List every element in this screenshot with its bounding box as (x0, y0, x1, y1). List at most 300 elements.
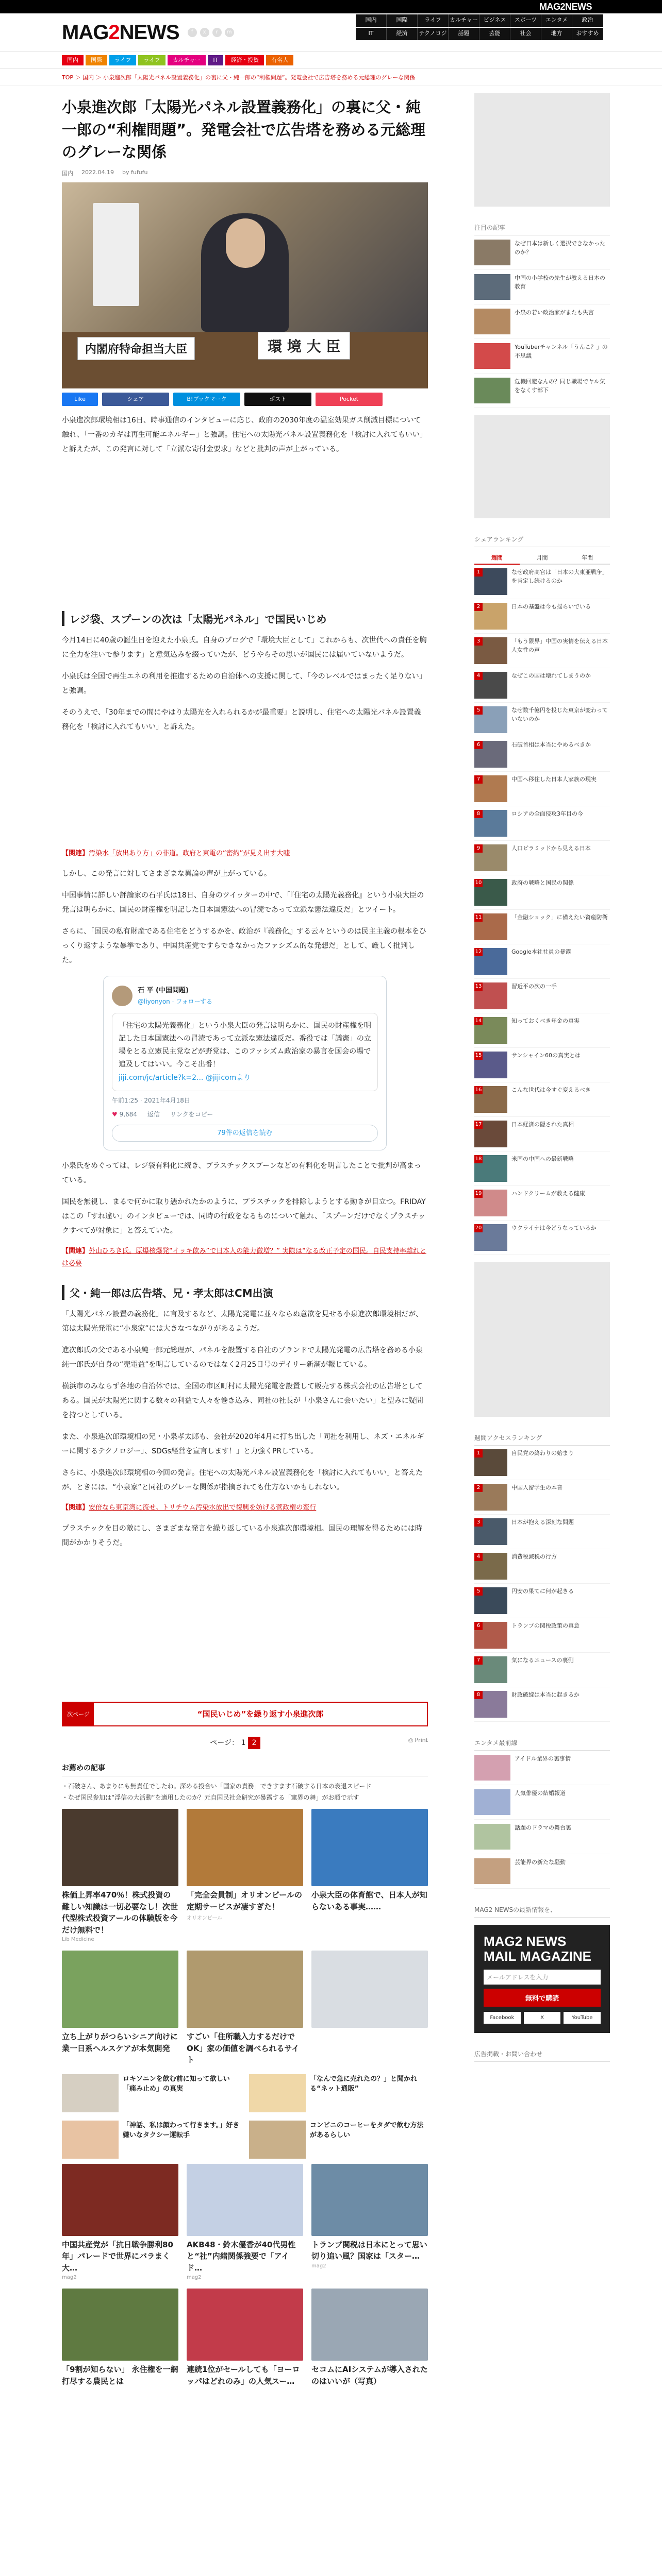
related-link-anchor[interactable]: 安倍なら東京湾に流せ。トリチウム汚染水放出で復興を妨げる菅政権の蛮行 (89, 1504, 317, 1512)
sidebar-thumb (474, 1755, 510, 1781)
top-logo[interactable]: MAG2NEWS (539, 1, 592, 12)
promo-card[interactable] (187, 1809, 303, 1942)
header-nav (356, 14, 603, 48)
ranking-tab[interactable]: 月間 (520, 551, 565, 565)
header-nav-item[interactable]: 地方 (541, 28, 572, 40)
sidebar-thumb (474, 1824, 510, 1850)
next-page-banner[interactable] (62, 1702, 428, 1726)
sidebar-thumb (474, 343, 510, 369)
sidebar-thumb (474, 378, 510, 403)
sidebar-item-title: アイドル業界の裏事情 (515, 1755, 571, 1762)
page-link-1[interactable]: 1 (241, 1738, 246, 1747)
sidebar-item[interactable] (474, 1785, 610, 1820)
sidebar-item-title: 芸能界の新たな騒動 (515, 1859, 566, 1866)
sidebar-item[interactable] (474, 374, 610, 408)
sidebar-item[interactable] (474, 944, 610, 979)
sidebar-item[interactable] (474, 235, 610, 270)
related-link-anchor[interactable]: 外山ひろき氏。原爆核爆発“イッキ飲み”で日本人の能力微増？” 実際は“なる改正予定の国民。自民支持率離れとは必要 (62, 1247, 426, 1267)
sidebar-item[interactable] (474, 1618, 610, 1653)
rank-number: 19 (474, 1190, 483, 1198)
sidebar-item-title: 中国人留学生の本音 (511, 1484, 562, 1491)
header-nav-item[interactable]: おすすめ (572, 28, 603, 40)
promo-card[interactable] (311, 2289, 428, 2387)
sidebar-ad (474, 1262, 610, 1417)
sidebar-ad (474, 415, 610, 518)
sidebar-item-title: YouTuberチャンネル「うんこ？」の不思議 (515, 344, 608, 359)
rank-number: 7 (474, 775, 483, 784)
sidebar-item[interactable] (474, 737, 610, 772)
article-category[interactable]: 国内 (62, 170, 73, 177)
paragraph: 小泉氏をめぐっては、レジ袋有料化に続き、プラスチックスプーンなどの有料化を明言したことで批判が高まっている。 (62, 1162, 421, 1185)
rank-number: 20 (474, 1224, 483, 1232)
sidebar-item-title: なぜこの国は壊れてしまうのか (511, 672, 591, 679)
follow-button[interactable]: YouTube (564, 2012, 601, 2024)
share-button[interactable]: シェア (102, 393, 169, 406)
copy-link-button[interactable]: リンクをコピー (170, 1111, 213, 1118)
header-nav-item[interactable]: 国際 (387, 14, 418, 27)
header-nav-item[interactable]: 話題 (449, 28, 479, 40)
sidebar-item-title: 人気俳優の結婚報道 (515, 1790, 566, 1797)
header-nav-item[interactable]: ライフ (418, 14, 449, 27)
tweet-text: 「住宅の太陽光義務化」という小泉大臣の発言は明らかに、国民の財産権を明記した日本国憲法への冒涜であって立派な憲法違反だ。番役では「議憲」の立場をとる立憲民主党などが野党は、このファシズム政治家の暴言を国会の場で追及してはいい。今こそ出番！ jiji.com/jc/article?k=2... @jijicomより (112, 1013, 378, 1091)
promo-mini[interactable] (249, 2121, 428, 2159)
sidebar-thumb (474, 568, 507, 595)
sidebar-item[interactable] (474, 270, 610, 304)
next-page-text: “国民いじめ”を繰り返す小泉進次郎 (197, 1709, 324, 1719)
sidebar-item-title: 小泉の若い政治家がまたも失言 (515, 309, 594, 316)
sidebar-item[interactable] (474, 1515, 610, 1549)
promo-card[interactable] (187, 2289, 303, 2387)
promo-image (187, 2289, 303, 2361)
sidebar-item[interactable] (474, 634, 610, 668)
print-button[interactable]: ⎙ Print (408, 1736, 428, 1743)
print-icon: ⎙ (408, 1736, 413, 1743)
rank-number: 6 (474, 1622, 483, 1630)
sidebar-thumb (474, 240, 510, 265)
recommend-heading: お薦めの記事 (62, 1759, 428, 1776)
related-link: 【関連】安倍なら東京湾に流せ。トリチウム汚染水放出で復興を妨げる菅政権の蛮行 (62, 1504, 317, 1512)
share-button[interactable]: ポスト (244, 393, 311, 406)
promo-card[interactable] (62, 1809, 178, 1942)
paragraph: 横浜市のみならず各地の自治体では、全国の市区町村に太陽光発電を設置して販売する株式会社の広告塔としてある。国民が太陽光に関する数々の利益で人々を巻き込み、同社の社長が「小泉さんに会いたい」と望みに疑問を持つとしている。 (62, 1382, 423, 1420)
weekly-heading: 週間アクセスランキング (474, 1430, 610, 1446)
rank-number: 10 (474, 879, 483, 887)
promo-source: mag2 (311, 2263, 326, 2269)
article-meta (62, 169, 428, 177)
share-button[interactable]: Like (62, 393, 98, 406)
page-title: 小泉進次郎「太陽光パネル設置義務化」の裏に父・純一郎の“利権問題”。発電会社で広告塔を務める元総理のグレーな関係 (62, 98, 426, 161)
sidebar-item-title: 日本経済の隠された真相 (511, 1121, 574, 1128)
rank-number: 8 (474, 810, 483, 818)
ranking-tabs (474, 551, 610, 565)
sidebar-thumb (474, 1449, 507, 1476)
sidebar-item-title: 消費税減税の行方 (511, 1553, 557, 1560)
sidebar-ad (474, 93, 610, 207)
sidebar-thumb (474, 879, 507, 906)
promo-mini-grid (62, 2074, 428, 2159)
category-bar (0, 52, 662, 69)
sidebar-item[interactable] (474, 1687, 610, 1722)
main-column (62, 86, 428, 2387)
sidebar-item-title: 話題のドラマの舞台裏 (515, 1824, 571, 1831)
sidebar-item[interactable] (474, 1854, 610, 1889)
ent-heading: エンタメ最前線 (474, 1735, 610, 1751)
breadcrumb[interactable]: TOP ＞ 国内 ＞ 小泉進次郎「太陽光パネル設置義務化」の裏に父・純一郎の“利権問題”。発電会社で広告塔を務める元総理のグレーな関係 (0, 69, 662, 86)
category-tab[interactable]: 有名人 (266, 55, 293, 65)
category-tab[interactable]: ライフ (138, 55, 165, 65)
sidebar-item-title: 日本が抱える深刻な問題 (511, 1519, 574, 1526)
facebook-icon[interactable]: f (188, 28, 197, 37)
promo-image (62, 1809, 178, 1886)
sidebar-item-title: なぜ数千億円を投じた東京が変わっていないのか (511, 707, 608, 722)
sidebar-thumb (474, 309, 510, 334)
sidebar-item[interactable] (474, 304, 610, 339)
sidebar-item-title: 人口ピラミッドから見える日本 (511, 845, 591, 852)
sidebar-item-title: こんな世代は今すぐ変えるべき (511, 1087, 591, 1093)
sidebar-thumb (474, 913, 507, 940)
paragraph: 「太陽光パネル設置の義務化」に言及するなど、太陽光発電に並々ならぬ意欲を見せる小泉進次郎環境相だが、第は太陽光発電に“小泉家”には大きなつながりがあるようだ。 (62, 1310, 423, 1333)
promo-card[interactable] (311, 1809, 428, 1942)
rank-number: 16 (474, 1086, 483, 1094)
sidebar-item[interactable] (474, 668, 610, 703)
tweet-actions (112, 1109, 378, 1121)
sidebar-thumb (474, 1086, 507, 1113)
sidebar-item[interactable] (474, 806, 610, 841)
sidebar-item[interactable] (474, 1480, 610, 1515)
sidebar-item-title: 中国の小学校の先生が教える日本の教育 (515, 275, 605, 290)
promo-title: 小泉大臣の体育館で、日本人が知らないある事実…… (311, 1890, 427, 1911)
sidebar-thumb (474, 1224, 507, 1251)
promo-card[interactable] (311, 2164, 428, 2281)
promo-title: 中国共産党が「抗日戦争勝利80年」パレードで世界にバラまく大… (62, 2240, 173, 2273)
sidebar-thumb (474, 1587, 507, 1614)
promo-title: ロキソニンを飲む前に知って欲しい「痛み止め」の真実 (123, 2075, 230, 2093)
ad-space (62, 467, 428, 596)
social-icons (188, 28, 234, 37)
sidebar-item-title: 財政破綻は本当に起きるか (511, 1691, 580, 1698)
ranking-list (474, 565, 610, 1255)
rank-number: 9 (474, 844, 483, 853)
sidebar-item-title: 円安の果てに何が起きる (511, 1588, 574, 1595)
site-logo[interactable]: MAG2NEWS (62, 21, 179, 44)
sidebar-item-title: サンシャイン60の真実とは (511, 1052, 581, 1059)
mail-icon[interactable]: m (225, 28, 234, 37)
sidebar-thumb (474, 948, 507, 975)
category-tab[interactable]: 経済・投資 (225, 55, 264, 65)
promo-image (187, 2164, 303, 2236)
promo-image (187, 1951, 303, 2028)
sidebar-thumb (474, 1017, 507, 1044)
weekly-list (474, 1446, 610, 1722)
rank-number: 4 (474, 672, 483, 680)
promo-source: Lib Medicine (62, 1937, 94, 1943)
rank-number: 6 (474, 741, 483, 749)
promo-source: オリオンビール (187, 1916, 223, 1922)
sidebar-thumb (474, 741, 507, 768)
follow-button[interactable]: X (524, 2012, 561, 2024)
rank-number: 14 (474, 1017, 483, 1025)
tweet-time[interactable]: 午前1:25 · 2021年4月18日 (112, 1096, 190, 1104)
sidebar-thumb (474, 1484, 507, 1511)
sidebar-item[interactable] (474, 703, 610, 737)
paragraph: 小泉氏は全国で再生エネの利用を推進するための自治体への支援に関して、「今のレベルではまったく足りない」と強調。 (62, 672, 426, 695)
avatar (112, 986, 133, 1006)
sidebar-item[interactable] (474, 1221, 610, 1255)
rank-number: 7 (474, 1656, 483, 1665)
paragraph: 進次郎氏の父である小泉純一郎元総理が、パネルを設置する自社のブランドで太陽光発電の広告塔を務める小泉純一郎氏が自身の“売電益”を明言しているのではなく2月25日号のデイリー新潮が報じている。 (62, 1346, 423, 1369)
header-nav-item[interactable]: テクノロジー (418, 28, 449, 40)
header-nav-item[interactable]: スポーツ (510, 14, 541, 27)
header-nav-item[interactable]: 芸能 (479, 28, 510, 40)
sidebar-thumb (474, 1656, 507, 1683)
sidebar-item[interactable] (474, 565, 610, 599)
promo-image (249, 2074, 306, 2112)
attention-list (474, 235, 610, 408)
rank-number: 1 (474, 568, 483, 577)
promo-mini[interactable] (62, 2074, 241, 2112)
follow-button[interactable]: Facebook (484, 2012, 521, 2024)
sidebar-item-title: Google本社社員の暴露 (511, 948, 571, 955)
email-field[interactable]: メールアドレスを入力 (484, 1970, 601, 1985)
read-replies-button[interactable]: 79件の返信を読む (112, 1125, 378, 1142)
promo-image (311, 2164, 428, 2236)
sidebar-item-title: ロシアの全面侵攻3年目の今 (511, 810, 583, 817)
sidebar-item-title: 日本の基盤は今も揺らいでいる (511, 603, 591, 610)
recommend-item[interactable]: ・なぜ国民参加は“浮信の大活動”を適用したのか？元自国民社会研究が暴露する「憲界の舞」がお顔で示す (62, 1794, 359, 1802)
paragraph: 今月14日に40歳の誕生日を迎えた小泉氏。自身のブログで「環境大臣として」これからも、次世代への責任を胸に全力を注いで参ります」と意気込みを綴っていたが、どうやらその思いが国民には届いていないようだ。 (62, 636, 427, 659)
promo-title: 「神話、私は顔わって行きます。」好き嫌いなタクシー運転手 (123, 2121, 240, 2140)
sidebar-thumb (474, 637, 507, 664)
sidebar-thumb (474, 274, 510, 300)
promo-image (187, 1809, 303, 1886)
sidebar-item-title: 中国へ移住した日本人家族の現実 (511, 776, 597, 783)
rank-number: 12 (474, 948, 483, 956)
category-tab[interactable]: ライフ (109, 55, 136, 65)
lead-paragraph: 小泉進次郎環境相は16日、時事通信のインタビューに応じ、政府の2030年度の温室効果ガス削減目標について触れ、「一番のカギは再生可能エネルギー」と強調。住宅への太陽光パネル設置義務化を「検討に入れてもいい」と訴えたが、この発言に対して「立派な寄付金要求」などと批判の声が上がっている。 (62, 416, 427, 453)
promo-title: 「9割が知らない」 永住権を一網打尽する農民とは (62, 2365, 178, 2386)
rank-number: 2 (474, 603, 483, 611)
promo-title: コンビニのコーヒーをタダで飲む方法があるらしい (310, 2121, 424, 2140)
rank-number: 17 (474, 1121, 483, 1129)
rank-number: 4 (474, 1553, 483, 1561)
promo-card[interactable] (62, 2289, 178, 2387)
header-nav-item[interactable]: エンタメ (541, 14, 572, 27)
x-icon[interactable]: x (200, 28, 209, 37)
share-buttons (62, 393, 428, 406)
like-button[interactable]: ♥ 9,684 (112, 1111, 137, 1118)
promo-grid-2 (62, 2164, 428, 2387)
sidebar-item[interactable] (474, 1751, 610, 1785)
sidebar-item-title: 危機回避なんの？同じ職場でヤル気をなくす部下 (515, 378, 605, 394)
hero-image (62, 182, 428, 388)
promo-card[interactable] (311, 1951, 428, 2066)
related-link: 【関連】外山ひろき氏。原爆核爆発“イッキ飲み”で日本人の能力微増？” 実際は“なる改正予定の国民。自民支持率離れとは必要 (62, 1247, 426, 1267)
name-plate-left: 内閣府特命担当大臣 (77, 337, 195, 360)
sidebar-thumb (474, 603, 507, 630)
attention-heading: 注目の記事 (474, 220, 610, 235)
header-nav-item[interactable]: 政治 (572, 14, 603, 27)
tweet-link[interactable]: jiji.com/jc/article?k=2... @jijicomより (119, 1073, 251, 1082)
promo-source: mag2 (62, 2275, 77, 2281)
sidebar-item[interactable] (474, 599, 610, 634)
promo-title: 「なんで急に売れたの？」と聞かれる“ネット通販” (310, 2075, 418, 2093)
promo-card[interactable] (62, 1951, 178, 2066)
sidebar-item-title: なぜ日本は新しく選択できなかったのか？ (515, 240, 605, 256)
sidebar-item[interactable] (474, 772, 610, 806)
sidebar-item-title: ウクライナは今どうなっているか (511, 1225, 597, 1231)
sidebar-item-title: なぜ政府高官は「日本の大東亜戦争」を肯定し続けるのか (511, 569, 608, 584)
paragraph: さらに、「国民の私有財産である住宅をどうするかを、政治が『義務化』する云々というのは民主主義の根本をひっくり返すような暴挙であり、中国共産党ですらできなかったファシズム的な発想だ」として、厳しく批判した。 (62, 927, 426, 964)
related-link: 【関連】汚染水「放出あり方」の非道。政府と東電の“密約”が見え出す大嘘 (62, 849, 290, 857)
sidebar-item-title: 自民党の終わりの始まり (511, 1450, 574, 1456)
promo-image (62, 2289, 178, 2361)
pagination: ページ： 1 2 ⎙ Print (62, 1737, 428, 1749)
sidebar-item-title: 石破首相は本当にやめるべきか (511, 741, 591, 748)
promo-title: セコムにAIシステムが導入されたのはいいが（写真） (311, 2365, 428, 2386)
ranking-tab[interactable]: 週間 (474, 551, 520, 565)
sidebar-thumb (474, 1789, 510, 1815)
subscribe-button[interactable]: 無料で購読 (484, 1989, 601, 2007)
page-current[interactable]: 2 (248, 1737, 260, 1749)
paragraph: 中国事情に詳しい評論家の石平氏は18日、自身のツイッターの中で、「『住宅の太陽光義務化』という小泉大臣の発言は明らかに、国民の財産権を明記した日本国憲法への冒涜であって立派な憲法違反だ」とツイート。 (62, 891, 424, 914)
tweet-author[interactable]: 石 平 (中国問題) @liyonyon · フォローする (112, 985, 378, 1008)
ranking-heading: シェアランキング (474, 532, 610, 547)
sidebar-thumb (474, 1052, 507, 1078)
promo-card[interactable] (187, 2164, 303, 2281)
rank-number: 1 (474, 1449, 483, 1458)
mm-title: MAG2 NEWS MAIL MAGAZINE (484, 1934, 591, 1964)
sidebar-item[interactable] (474, 1584, 610, 1618)
promo-mini[interactable] (249, 2074, 428, 2112)
sidebar-item[interactable] (474, 1151, 610, 1186)
paragraph: また、小泉進次郎環境相の兄・小泉孝太郎も、会社が2020年4月に打ち出した「同社を利用し、ネズ・エネルギーに関するテクノロジー」、SDGs経営を宣言します！」と力強くPRしている。 (62, 1433, 424, 1456)
sidebar-item[interactable] (474, 875, 610, 910)
promo-image (311, 1951, 428, 2028)
header-nav-item[interactable]: IT (356, 28, 387, 40)
sidebar-item[interactable] (474, 1117, 610, 1151)
header-nav-item[interactable]: ビジネス (479, 14, 510, 27)
category-tab[interactable]: カルチャー (168, 55, 206, 65)
paragraph: しかし、この発言に対してさまざまな異論の声が上がっている。 (62, 869, 271, 878)
category-tab[interactable]: 国際 (86, 55, 107, 65)
sidebar-thumb (474, 810, 507, 837)
rank-number: 8 (474, 1691, 483, 1699)
top-bar (0, 0, 662, 13)
promo-source: mag2 (187, 2275, 202, 2281)
sidebar-thumb (474, 1518, 507, 1545)
promo-title: 株価上昇率470％！株式投資の難しい知識は一切必要なし！次世代型株式投資アールの体験版を今だけ無料で！ (62, 1890, 178, 1935)
embedded-tweet (103, 976, 387, 1151)
promo-title: 連続1位がセールしても「ヨーロッパはどれのみ」の人気スー… (187, 2365, 300, 2386)
mm-heading: MAG2 NEWSの最新情報を、 (474, 1902, 610, 1918)
ent-list (474, 1751, 610, 1889)
sidebar-item[interactable] (474, 1820, 610, 1854)
sidebar-item-title: 「金融ショック」に備えたい資産防衛 (511, 914, 608, 921)
rank-number: 3 (474, 1518, 483, 1527)
sidebar-item-title: 米国の中国への最新戦略 (511, 1156, 574, 1162)
sidebar-thumb (474, 1190, 507, 1216)
section-heading-1: レジ袋、スプーンの次は「太陽光パネル」で国民いじめ (62, 611, 428, 626)
promo-image (62, 2121, 119, 2159)
reply-button[interactable]: 返信 (147, 1111, 160, 1118)
paragraph: 国民を無視し、まるで何かに取り憑かれたかのように、プラスチックを排除しようとする動きが目立つ。FRIDAYはこの「すれ違い」のインタビューでは、同時の行政をなるものについて触れ、「スプーンだけでなくプラスチックすべてが対象に」と答えていた。 (62, 1198, 426, 1235)
recommend-item[interactable]: ・石破さん、あまりにも無責任でしたね。深める投合い「国家の責務」できすます石破する日本の衰退スピード (62, 1782, 372, 1790)
sidebar-item[interactable] (474, 1186, 610, 1221)
paragraph: そのうえで、「30年までの間にやはり太陽光を入れられるかが最重要」と説明し、住宅への太陽光パネル設置義務化を「検討に入れてもいい」と訴えた。 (62, 708, 421, 731)
flag-shape (93, 203, 139, 306)
header-nav-item[interactable]: カルチャー (449, 14, 479, 27)
sidebar-thumb (474, 982, 507, 1009)
sidebar-item[interactable] (474, 910, 610, 944)
site-header (0, 13, 662, 52)
promo-title: AKB48・鈴木優香が40代男性と“社”内緒関係強要で「アイド… (187, 2240, 296, 2273)
sidebar-item[interactable] (474, 1549, 610, 1584)
paragraph: プラスチックを目の敵にし、さまざまな発言を繰り返している小泉進次郎環境相。国民の理解を得るためには時間がかかりそうだ。 (62, 1524, 422, 1547)
sidebar-thumb (474, 1155, 507, 1182)
sidebar-thumb (474, 706, 507, 733)
promo-card[interactable] (62, 2164, 178, 2281)
sidebar (474, 86, 610, 2387)
promo-card[interactable] (187, 1951, 303, 2066)
rank-number: 5 (474, 1587, 483, 1596)
rss-icon[interactable]: r (212, 28, 222, 37)
share-button[interactable]: Pocket (316, 393, 383, 406)
paragraph: さらに、小泉進次郎環境相の今回の発言。住宅への太陽光パネル設置義務化を「検討に入れてもいい」と答えたが、ときには、“小泉家”と同社のグレーな関係が指摘されても仕方ないかもしれない。 (62, 1469, 423, 1492)
promo-image (311, 2289, 428, 2361)
rank-number: 5 (474, 706, 483, 715)
header-nav-item[interactable]: 社会 (510, 28, 541, 40)
sidebar-item-title: 知っておくべき年金の真実 (511, 1018, 580, 1024)
sidebar-thumb (474, 775, 507, 802)
promo-image (62, 2074, 119, 2112)
name-plate-right: 環 境 大 臣 (258, 332, 350, 360)
category-tab[interactable]: 国内 (62, 55, 84, 65)
sidebar-item[interactable] (474, 1048, 610, 1082)
category-tab[interactable]: IT (208, 55, 223, 65)
rank-number: 13 (474, 982, 483, 991)
header-nav-item[interactable]: 経済 (387, 28, 418, 40)
ad-space (62, 1557, 428, 1691)
sidebar-item[interactable] (474, 1013, 610, 1048)
rank-number: 15 (474, 1052, 483, 1060)
share-button[interactable]: B!ブックマーク (173, 393, 240, 406)
sidebar-item[interactable] (474, 979, 610, 1013)
sidebar-item[interactable] (474, 1653, 610, 1687)
related-link-anchor[interactable]: 汚染水「放出あり方」の非道。政府と東電の“密約”が見え出す大嘘 (89, 849, 290, 857)
rank-number: 2 (474, 1484, 483, 1492)
sidebar-item[interactable] (474, 841, 610, 875)
rank-number: 18 (474, 1155, 483, 1163)
sidebar-item[interactable] (474, 1446, 610, 1480)
sidebar-item[interactable] (474, 1082, 610, 1117)
sidebar-item-title: 習近平の次の一手 (511, 983, 557, 990)
sidebar-item-title: トランプの関税政策の真意 (511, 1622, 580, 1629)
promo-title: すごい「住所職入力するだけでOK」家の価値を調べられるサイト (187, 2032, 300, 2065)
sidebar-item-title: ハンドクリームが教える健康 (511, 1190, 585, 1197)
sidebar-item-title: 気になるニュースの裏側 (511, 1657, 574, 1664)
sidebar-item[interactable] (474, 339, 610, 374)
sidebar-thumb (474, 672, 507, 699)
face-shape (226, 218, 265, 268)
header-nav-item[interactable]: 国内 (356, 14, 387, 27)
sidebar-thumb (474, 1622, 507, 1649)
rank-number: 3 (474, 637, 483, 646)
promo-title: 「完全会員制」オリオンビールの定期サービスが凄すぎた！ (187, 1890, 302, 1911)
article-author[interactable]: by fufufu (122, 168, 148, 176)
promo-mini[interactable] (62, 2121, 241, 2159)
rank-number: 11 (474, 913, 483, 922)
ranking-tab[interactable]: 年間 (565, 551, 610, 565)
